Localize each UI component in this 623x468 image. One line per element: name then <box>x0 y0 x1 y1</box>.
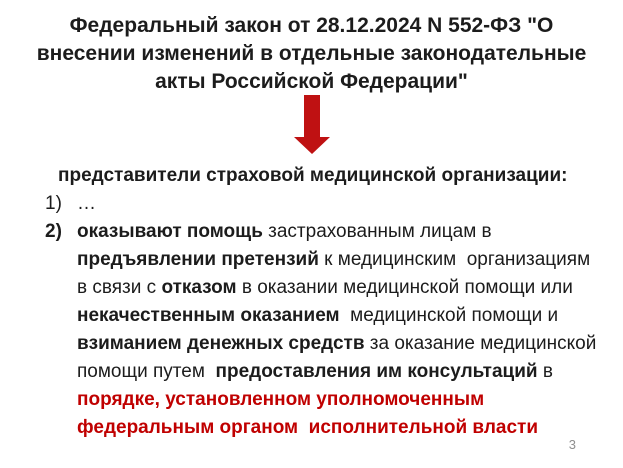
list-marker: 2) <box>45 221 62 242</box>
body-line <box>45 302 600 330</box>
body-line <box>45 330 600 358</box>
body-line <box>45 386 600 414</box>
text-segment: помощи путем <box>77 361 216 382</box>
slide-title-line: акты Российской Федерации" <box>155 70 468 93</box>
body-text <box>45 162 600 442</box>
text-segment: предоставления им консультаций <box>215 361 538 382</box>
text-segment: отказом <box>161 277 237 298</box>
body-line <box>45 190 600 218</box>
text-segment: порядке, установленном уполномоченным <box>77 389 485 410</box>
body-line <box>45 246 600 274</box>
text-segment: представители страховой медицинской организации: <box>58 165 568 186</box>
body-line <box>45 162 600 190</box>
slide-title-line: Федеральный закон от 28.12.2024 N 552-ФЗ "О <box>69 14 554 37</box>
text-segment: предъявлении претензий <box>77 249 319 270</box>
text-segment: к медицинским организациям <box>318 249 591 270</box>
body-line <box>45 358 600 386</box>
down-arrow-shaft <box>304 95 320 138</box>
text-segment: оказывают помощь <box>77 221 263 242</box>
list-marker: 1) <box>45 193 62 214</box>
page-number: 3 <box>568 437 576 452</box>
text-segment: в <box>537 361 553 382</box>
text-segment: … <box>77 193 96 214</box>
body-line <box>45 218 600 246</box>
body-line <box>45 414 600 442</box>
body-line <box>45 274 600 302</box>
slide-title <box>20 12 603 96</box>
text-segment: федеральным органом исполнительной власти <box>77 417 539 438</box>
text-segment: взиманием денежных средств <box>77 333 365 354</box>
text-segment: некачественным оказанием <box>77 305 340 326</box>
text-segment: медицинской помощи и <box>339 305 559 326</box>
text-segment: застрахованным лицам в <box>262 221 492 242</box>
text-segment: в оказании медицинской помощи или <box>236 277 573 298</box>
text-segment: в связи с <box>77 277 162 298</box>
down-arrow-head <box>294 137 330 154</box>
text-segment: за оказание медицинской <box>364 333 597 354</box>
slide-title-line: внесении изменений в отдельные законодательные <box>36 42 587 65</box>
